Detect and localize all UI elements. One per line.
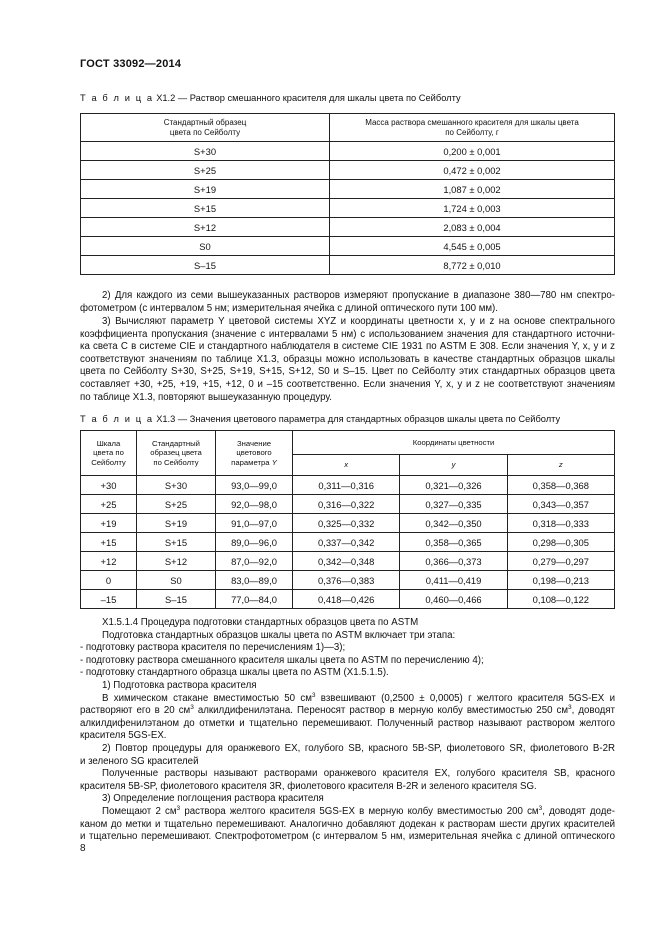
cell-y: 0,358—0,365 bbox=[400, 533, 507, 552]
table-row bbox=[81, 237, 615, 256]
cell-std: S–15 bbox=[137, 590, 216, 609]
text-part: Помещают 2 см bbox=[102, 805, 177, 817]
text-part: , доводят bbox=[571, 705, 615, 717]
cell-y-param: 87,0—92,0 bbox=[216, 552, 293, 571]
table1-caption bbox=[80, 93, 461, 103]
superscript: 3 bbox=[176, 804, 181, 812]
cell-z: 0,198—0,213 bbox=[507, 571, 614, 590]
table-row bbox=[81, 199, 615, 218]
text-line: составляет +30, +25, +19, +15, +12, 0 и –15 соответственно. Если значения Y, x, y и z не соответствуют значениям bbox=[80, 378, 615, 390]
list-item: - подготовку стандартного образца шкалы цвета по ASTM (Х1.5.1.5). bbox=[80, 667, 389, 679]
cell-mass: 4,545 ± 0,005 bbox=[330, 237, 615, 256]
cell-mass: 1,087 ± 0,002 bbox=[330, 180, 615, 199]
header-y-label: y bbox=[451, 460, 456, 470]
cell-scale: 0 bbox=[81, 571, 137, 590]
table2-header-row-1 bbox=[81, 431, 615, 455]
seybolt-color-parameter-table bbox=[80, 430, 615, 609]
cell-mass: 0,200 ± 0,001 bbox=[330, 142, 615, 161]
table-row bbox=[81, 495, 615, 514]
header-line: Масса раствора смешанного красителя для шкалы цвета bbox=[365, 117, 579, 127]
cell-standard: S+12 bbox=[81, 218, 330, 237]
cell-y-param: 93,0—99,0 bbox=[216, 476, 293, 495]
cell-y-param: 89,0—96,0 bbox=[216, 533, 293, 552]
header-line: цветового bbox=[236, 448, 272, 458]
section-title: Х1.5.1.4 Процедура подготовки стандартных образцов цвета по ASTM bbox=[102, 617, 419, 628]
table2-label: Т а б л и ц а bbox=[80, 414, 154, 424]
table1-body bbox=[81, 142, 615, 275]
table1-header-row bbox=[81, 114, 615, 142]
cell-scale: +25 bbox=[81, 495, 137, 514]
table-row bbox=[81, 256, 615, 275]
header-line: по Сейболту, г bbox=[445, 127, 499, 137]
cell-y-param: 91,0—97,0 bbox=[216, 514, 293, 533]
subheading: 1) Подготовка раствора красителя bbox=[102, 679, 257, 691]
table-row bbox=[81, 161, 615, 180]
header-line: цвета по bbox=[93, 448, 124, 458]
document-header: ГОСТ 33092—2014 bbox=[80, 58, 182, 70]
text-line: Полученные растворы называют растворами оранжевого красителя EX, голубого красителя SB, красного bbox=[102, 768, 615, 780]
paragraph-2 bbox=[80, 290, 615, 315]
cell-y: 0,411—0,419 bbox=[400, 571, 507, 590]
text-line: фотометром (с интервалом 5 нм; измерительная ячейка с длиной оптического пути 100 мм). bbox=[80, 302, 498, 314]
table-row bbox=[81, 180, 615, 199]
table-row bbox=[81, 514, 615, 533]
cell-standard: S0 bbox=[81, 237, 330, 256]
header-line: Сейболту bbox=[91, 457, 126, 467]
cell-std: S+19 bbox=[137, 514, 216, 533]
text-line: Подготовка стандартных образцов шкалы цвета по ASTM включает три этапа: bbox=[102, 629, 456, 641]
table2-header-y bbox=[400, 454, 507, 475]
table1-header-mass bbox=[330, 114, 615, 142]
header-z-label: z bbox=[558, 460, 563, 470]
page-number: 8 bbox=[80, 843, 86, 854]
text-line: 3) Вычисляют параметр Y цветовой системы XYZ и координаты цветности x, y и z на основе спектрального bbox=[102, 316, 615, 327]
cell-z: 0,318—0,333 bbox=[507, 514, 614, 533]
cell-scale: +30 bbox=[81, 476, 137, 495]
text-line bbox=[80, 705, 615, 718]
table-row bbox=[81, 142, 615, 161]
cell-std: S+15 bbox=[137, 533, 216, 552]
cell-z: 0,358—0,368 bbox=[507, 476, 614, 495]
list-item: - подготовку раствора красителя по перечислениям 1)—3); bbox=[80, 642, 346, 654]
paragraph-3 bbox=[80, 316, 615, 404]
text-part: алкилдифенилэтана. Переносят раствор в мерную колбу вместимостью 250 см bbox=[193, 705, 569, 717]
superscript: 3 bbox=[311, 691, 316, 699]
text-line bbox=[80, 693, 615, 706]
table2-caption bbox=[80, 414, 560, 424]
superscript: 3 bbox=[190, 703, 194, 711]
text-line: 2) Для каждого из семи вышеуказанных растворов измеряют пропускание в диапазоне 380—780 нм спектро- bbox=[102, 290, 615, 301]
table1-header-standard bbox=[81, 114, 330, 142]
header-line: образец цвета bbox=[150, 448, 202, 458]
cell-standard: S+15 bbox=[81, 199, 330, 218]
cell-y: 0,460—0,466 bbox=[400, 590, 507, 609]
section-x1-5-1-4 bbox=[80, 617, 615, 844]
cell-mass: 0,472 ± 0,002 bbox=[330, 161, 615, 180]
header-line: параметра Y bbox=[231, 457, 277, 467]
text-line: соответствуют значениям по таблице Х1.3, образцы можно использовать в качестве стандартных образцов шкалы bbox=[80, 353, 615, 365]
cell-mass: 8,772 ± 0,010 bbox=[330, 256, 615, 275]
text-line: и тщательно перемешивают. Спектрофотометром (с интервалом 5 нм, измерительная ячейка с длиной оптического bbox=[80, 831, 615, 843]
cell-y: 0,342—0,350 bbox=[400, 514, 507, 533]
table2-header-z bbox=[507, 454, 614, 475]
text-line: коэффициента пропускания (значение с интервалами 5 нм) с использованием значения для стандартного источни- bbox=[80, 328, 615, 340]
header-line: по Сейболту bbox=[153, 457, 199, 467]
cell-z: 0,343—0,357 bbox=[507, 495, 614, 514]
cell-z: 0,279—0,297 bbox=[507, 552, 614, 571]
text-line: цвета по Сейболту S+30, S+25, S+19, S+15, S+12, S0 и S–15. Цвет по Сейболту этих стандартных образцов цвета bbox=[80, 366, 615, 378]
cell-mass: 1,724 ± 0,003 bbox=[330, 199, 615, 218]
text-part: раствора желтого красителя 5GS-EX в мерную колбу вместимостью 200 см bbox=[180, 805, 539, 817]
text-part: растворяют его в 20 см bbox=[80, 705, 191, 717]
cell-z: 0,108—0,122 bbox=[507, 590, 614, 609]
cell-x: 0,316—0,322 bbox=[293, 495, 400, 514]
subheading: 3) Определение поглощения раствора красителя bbox=[102, 793, 324, 805]
table2-title: Х1.3 — Значения цветового параметра для стандартных образцов шкалы цвета по Сейболту bbox=[156, 414, 561, 424]
header-line: Шкала bbox=[96, 438, 121, 448]
table-row bbox=[81, 218, 615, 237]
cell-x: 0,418—0,426 bbox=[293, 590, 400, 609]
text-part: , доводят доде- bbox=[542, 805, 616, 817]
table-row bbox=[81, 552, 615, 571]
cell-y: 0,327—0,335 bbox=[400, 495, 507, 514]
text-line: и зеленого SG красителей bbox=[80, 755, 199, 767]
text-line: 2) Повтор процедуры для оранжевого EX, голубого SB, красного 5B-SP, фиолетового SR, фиолетового B-2R bbox=[102, 742, 615, 754]
cell-standard: S+25 bbox=[81, 161, 330, 180]
header-line: Значение bbox=[236, 438, 272, 448]
cell-y-param: 77,0—84,0 bbox=[216, 590, 293, 609]
text-line: ка света C в системе CIE и стандартного наблюдателя в системе CIE 1931 по ASTM E 308. Если значения Y, x, y и z bbox=[80, 341, 615, 353]
table-row bbox=[81, 590, 615, 609]
superscript: 3 bbox=[538, 804, 543, 812]
seybolt-dye-solution-table bbox=[80, 113, 615, 275]
header-line: Стандартный образец bbox=[163, 117, 247, 127]
cell-scale: +15 bbox=[81, 533, 137, 552]
cell-x: 0,311—0,316 bbox=[293, 476, 400, 495]
text-part: В химическом стакане вместимостью 50 см bbox=[102, 692, 312, 704]
cell-y: 0,366—0,373 bbox=[400, 552, 507, 571]
cell-std: S+25 bbox=[137, 495, 216, 514]
cell-x: 0,325—0,332 bbox=[293, 514, 400, 533]
cell-x: 0,376—0,383 bbox=[293, 571, 400, 590]
cell-std: S+30 bbox=[137, 476, 216, 495]
table2-header-x bbox=[293, 454, 400, 475]
cell-scale: +19 bbox=[81, 514, 137, 533]
text-line: каном до метки и тщательно перемешивают. Аналогично добавляют додекан к растворам шести других красителей bbox=[80, 818, 615, 830]
cell-std: S+12 bbox=[137, 552, 216, 571]
cell-scale: –15 bbox=[81, 590, 137, 609]
cell-standard: S+30 bbox=[81, 142, 330, 161]
table2-header-scale bbox=[81, 431, 137, 476]
text-line: по таблице Х1.3, повторяют вышеуказанную процедуру. bbox=[80, 391, 332, 403]
text-line: красителя 5B-SP, фиолетового красителя 3R, фиолетового красителя B-2R и зеленого красителя SG. bbox=[80, 780, 537, 792]
superscript: 3 bbox=[568, 703, 572, 711]
cell-y-param: 83,0—89,0 bbox=[216, 571, 293, 590]
text-part: взвешивают (0,2500 ± 0,0005) г желтого красителя 5GS-EX и bbox=[315, 692, 615, 704]
table1-label: Т а б л и ц а bbox=[80, 93, 154, 103]
cell-std: S0 bbox=[137, 571, 216, 590]
cell-standard: S–15 bbox=[81, 256, 330, 275]
table-row bbox=[81, 476, 615, 495]
table-row bbox=[81, 533, 615, 552]
cell-y: 0,321—0,326 bbox=[400, 476, 507, 495]
text-line: красителя 5GS-EX. bbox=[80, 730, 167, 742]
list-item: - подготовку раствора смешанного красителя шкалы цвета по ASTM по перечислению 4); bbox=[80, 654, 484, 666]
text-line: алкилдифенилэтаном до отметки и тщательно перемешивают. Полученный раствор называют раствором желтого bbox=[80, 717, 615, 729]
cell-scale: +12 bbox=[81, 552, 137, 571]
table2-header-standard bbox=[137, 431, 216, 476]
cell-y-param: 92,0—98,0 bbox=[216, 495, 293, 514]
header-x-label: x bbox=[344, 460, 349, 470]
cell-mass: 2,083 ± 0,004 bbox=[330, 218, 615, 237]
table1-title: Х1.2 — Раствор смешанного красителя для шкалы цвета по Сейболту bbox=[156, 93, 461, 103]
table2-header-y-param bbox=[216, 431, 293, 476]
header-line: Стандартный bbox=[152, 438, 200, 448]
cell-x: 0,337—0,342 bbox=[293, 533, 400, 552]
text-line bbox=[80, 806, 615, 819]
header-line: цвета по Сейболту bbox=[169, 127, 241, 137]
cell-z: 0,298—0,305 bbox=[507, 533, 614, 552]
cell-x: 0,342—0,348 bbox=[293, 552, 400, 571]
table2-header-coordinates: Координаты цветности bbox=[293, 431, 615, 455]
table-row bbox=[81, 571, 615, 590]
table2-body bbox=[81, 476, 615, 609]
cell-standard: S+19 bbox=[81, 180, 330, 199]
